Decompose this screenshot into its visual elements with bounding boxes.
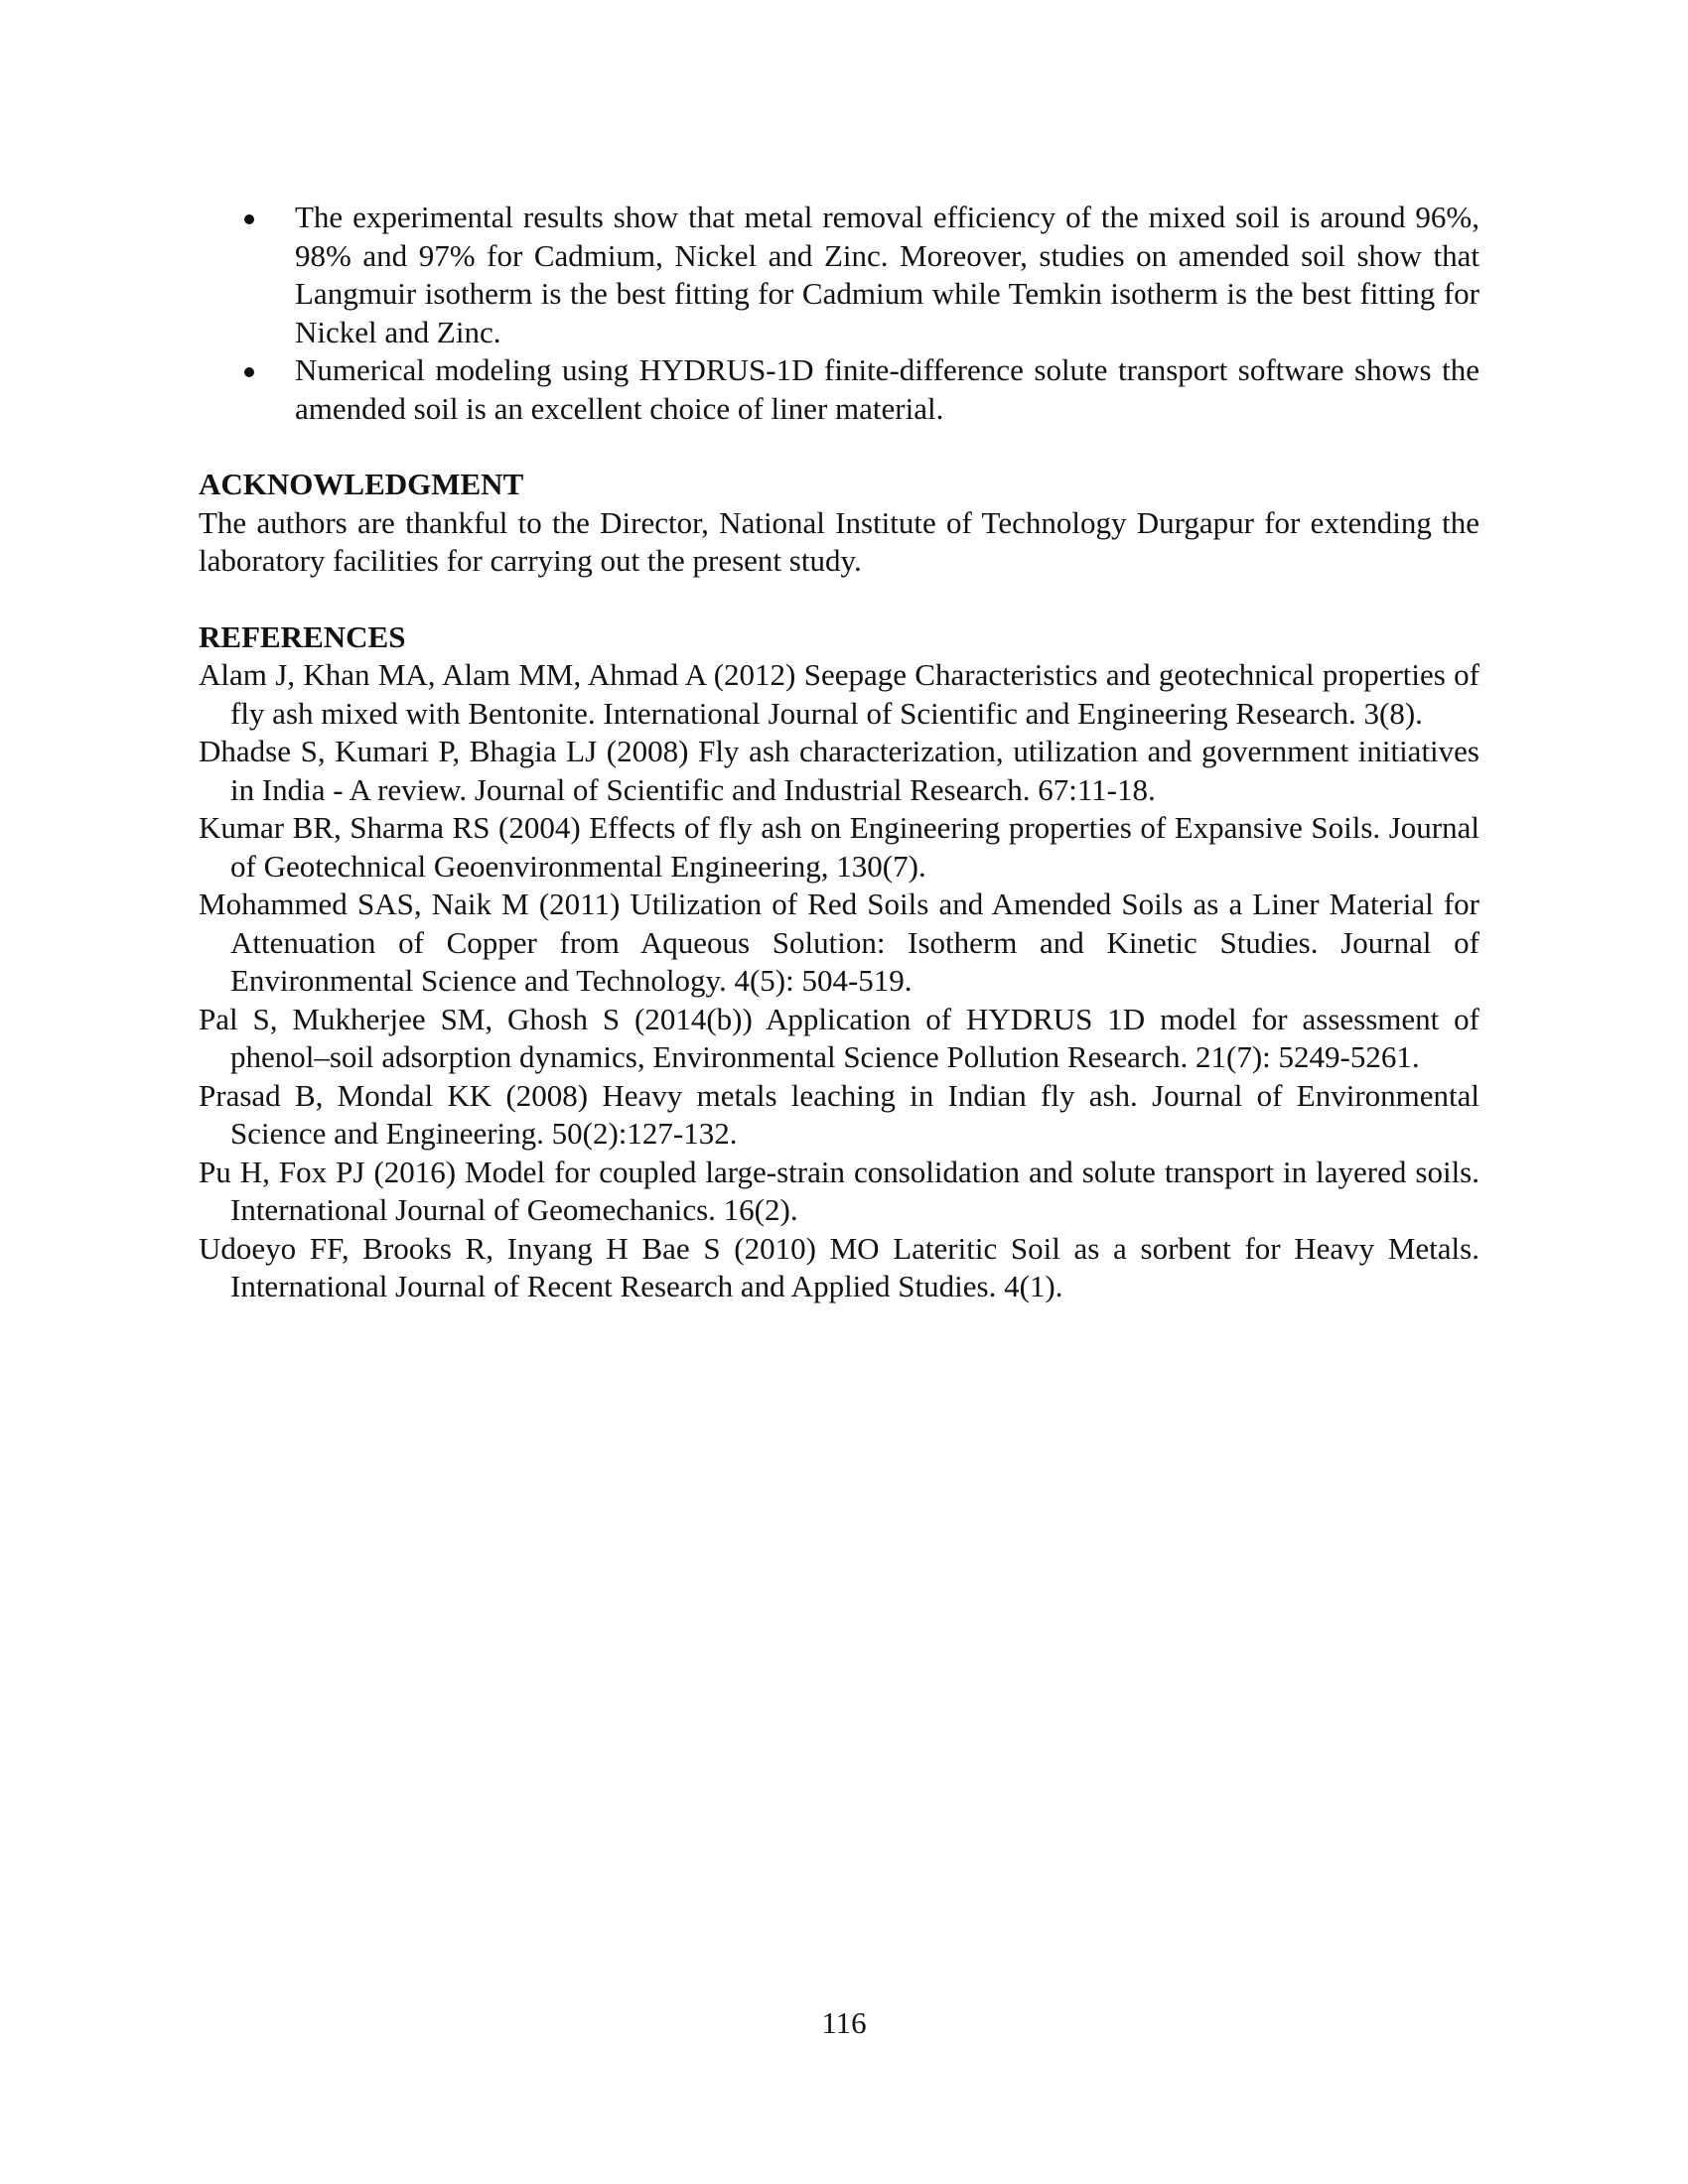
reference-item: Mohammed SAS, Naik M (2011) Utilization of Red Soils and Amended Soils as a Liner Material for Attenuation of Copper from Aqueous Solution: Isotherm and Kinetic Studies. Journal of Environmental Science and Technology. 4(5): 504-519. [199,887,1479,998]
acknowledgment-text: The authors are thankful to the Director, National Institute of Technology Durgapur for extending the laboratory facilities for carrying out the present study. [199,504,1479,578]
bullet-icon [244,214,254,224]
acknowledgment-heading: ACKNOWLEDGMENT [199,467,524,501]
bullet-icon [244,367,254,377]
acknowledgment-section [199,466,1479,581]
bullet-text: Numerical modeling using HYDRUS-1D finite-difference solute transport software shows the amended soil is an excellent choice of liner material. [295,352,1479,426]
reference-list [199,656,1479,1306]
bullet-item [199,199,1479,351]
references-section [199,618,1479,1306]
bullet-item [199,351,1479,428]
reference-item: Kumar BR, Sharma RS (2004) Effects of fly ash on Engineering properties of Expansive Soils. Journal of Geotechnical Geoenvironmental Engineering, 130(7). [199,810,1479,884]
page-content [199,199,1479,1306]
conclusion-bullets [199,199,1479,428]
reference-item: Prasad B, Mondal KK (2008) Heavy metals leaching in Indian fly ash. Journal of Environmental Science and Engineering. 50(2):127-132. [199,1077,1479,1151]
page-number: 116 [821,2005,867,2040]
reference-item: Alam J, Khan MA, Alam MM, Ahmad A (2012) Seepage Characteristics and geotechnical properties of fly ash mixed with Bentonite. International Journal of Scientific and Engineering Research. 3(8). [199,657,1479,731]
references-heading: REFERENCES [199,618,406,654]
bullet-text: The experimental results show that metal removal efficiency of the mixed soil is around 96%, 98% and 97% for Cadmium, Nickel and Zinc. Moreover, studies on amended soil show that Langmuir isotherm is the best fitting for Cadmium while Temkin isotherm is the best fitting for Nickel and Zinc. [295,200,1479,349]
reference-item: Dhadse S, Kumari P, Bhagia LJ (2008) Fly ash characterization, utilization and government initiatives in India - A review. Journal of Scientific and Industrial Research. 67:11-18. [199,734,1479,807]
reference-item: Udoeyo FF, Brooks R, Inyang H Bae S (2010) MO Lateritic Soil as a sorbent for Heavy Metals. International Journal of Recent Research and Applied Studies. 4(1). [199,1230,1479,1303]
reference-item: Pu H, Fox PJ (2016) Model for coupled large-strain consolidation and solute transport in layered soils. International Journal of Geomechanics. 16(2). [199,1154,1479,1227]
reference-item: Pal S, Mukherjee SM, Ghosh S (2014(b)) Application of HYDRUS 1D model for assessment of phenol–soil adsorption dynamics, Environmental Science Pollution Research. 21(7): 5249-5261. [199,1001,1479,1074]
